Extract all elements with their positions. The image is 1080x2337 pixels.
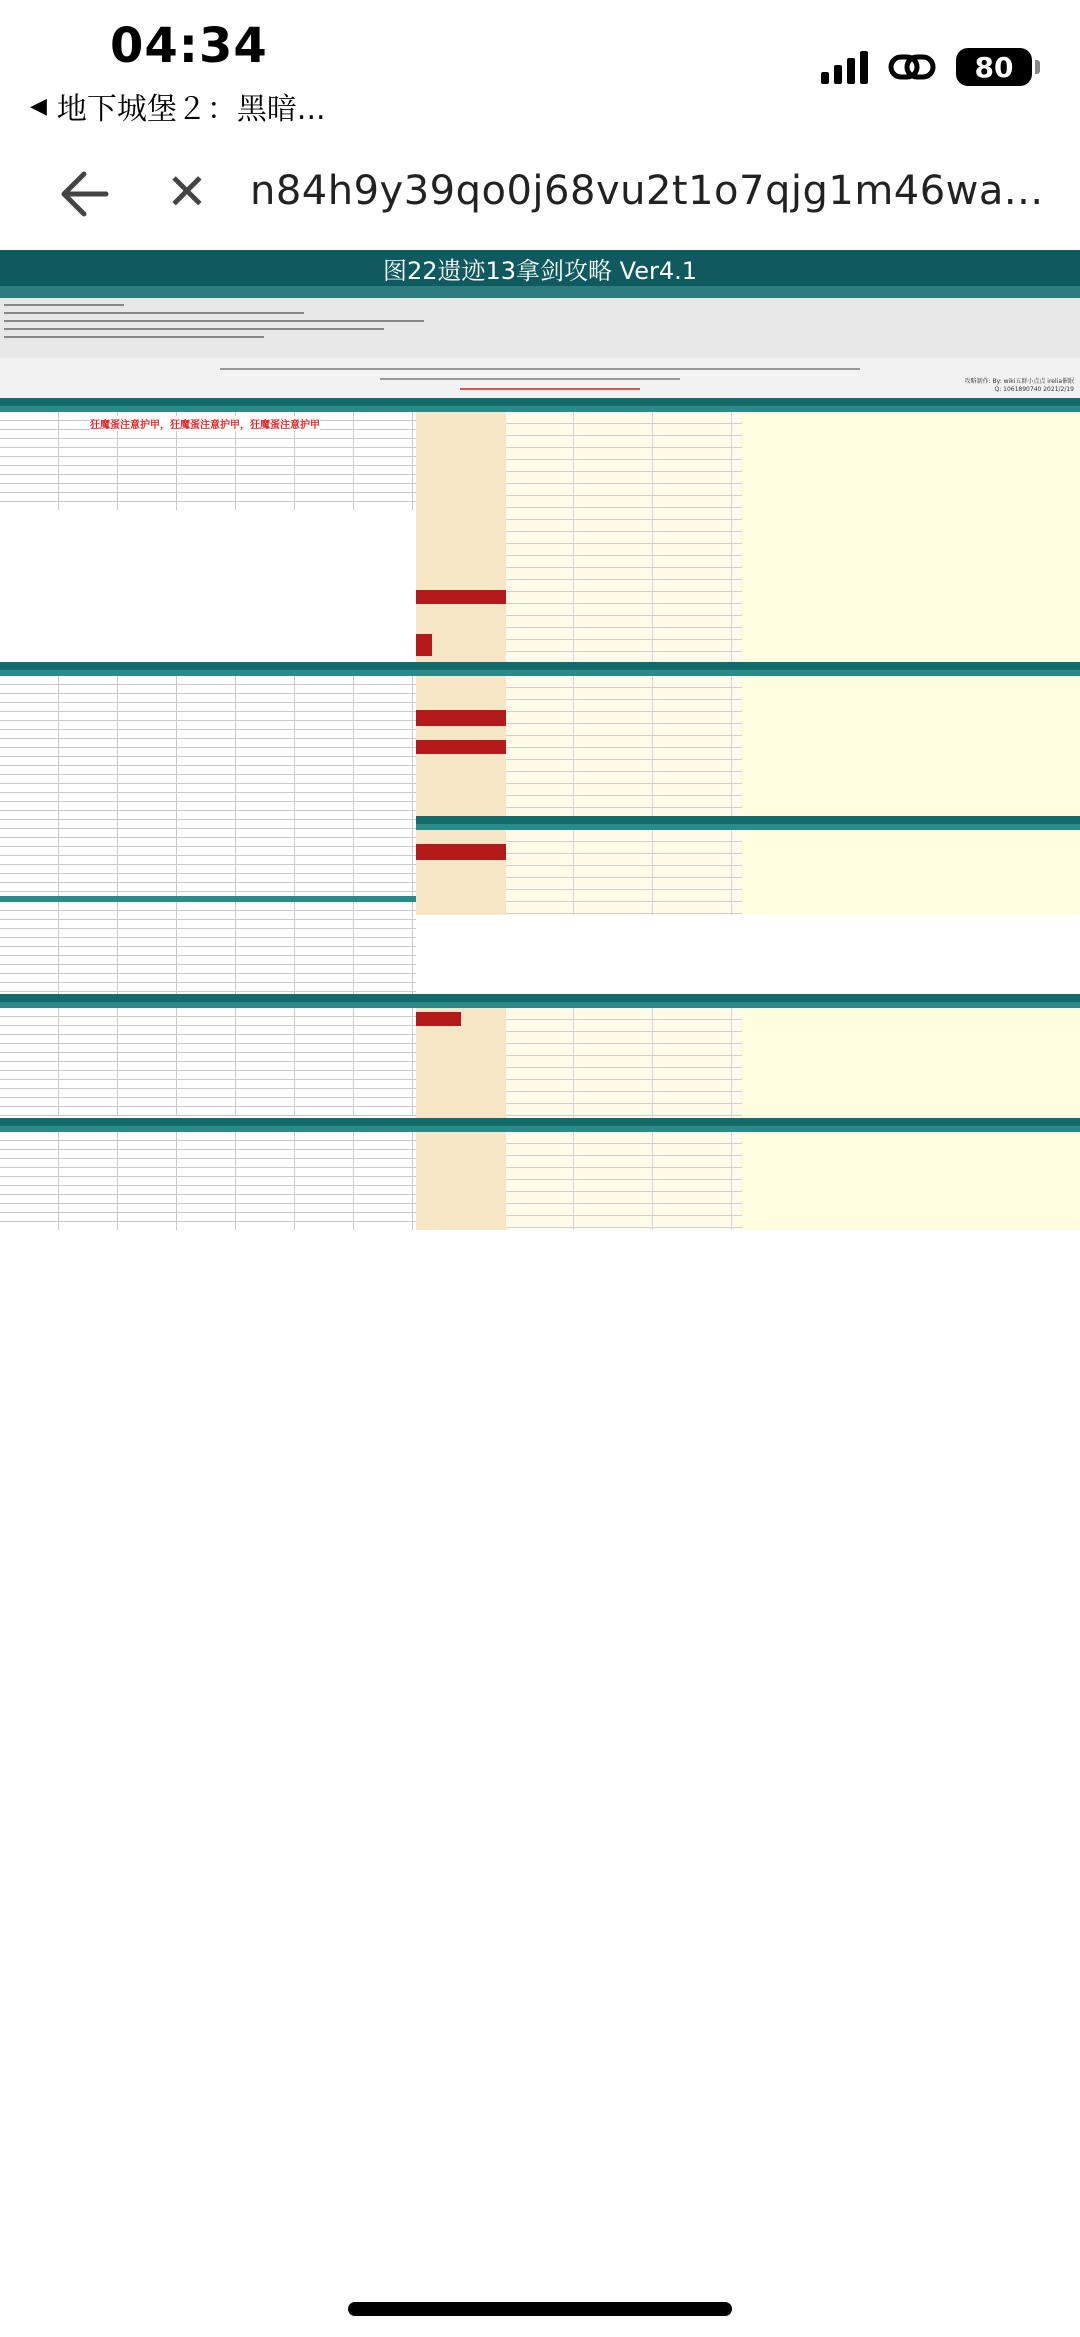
status-time: 04:34	[110, 18, 268, 74]
week-band	[416, 816, 1080, 824]
week-band	[0, 662, 1080, 670]
personal-hotspot-icon	[888, 50, 936, 84]
guide-spreadsheet-image	[0, 250, 1080, 1250]
sheet-subtitle-bar	[0, 286, 1080, 298]
back-arrow-icon[interactable]	[58, 168, 110, 220]
sheet-title: 图22遗迹13拿剑攻略 Ver4.1	[0, 250, 1080, 286]
url-field[interactable]: n84h9y39qo0j68vu2t1o7qjg1m46wa...	[250, 168, 1044, 214]
armor-warning-text: 狂魔蛋注意护甲，狂魔蛋注意护甲，狂魔蛋注意护甲	[90, 416, 320, 431]
home-indicator[interactable]	[348, 2302, 732, 2316]
week-band	[0, 398, 1080, 406]
info-block	[0, 298, 1080, 358]
week-band	[0, 1118, 1080, 1126]
cellular-signal-icon	[821, 50, 868, 84]
back-triangle-icon: ◀	[30, 93, 47, 119]
browser-toolbar	[0, 140, 1080, 250]
battery-icon: 80	[956, 48, 1032, 86]
close-icon[interactable]: ✕	[166, 163, 208, 221]
status-icons	[821, 48, 1032, 86]
status-bar	[0, 0, 1080, 125]
week-band	[0, 994, 1080, 1002]
back-app-label: 地下城堡２：黑暗...	[56, 92, 326, 127]
author-byline: 攻略制作: By: wiki五群小点点 irelia催眠 Q: 1061890740 2021/2/19	[964, 378, 1074, 393]
back-to-app-button[interactable]	[30, 84, 326, 128]
